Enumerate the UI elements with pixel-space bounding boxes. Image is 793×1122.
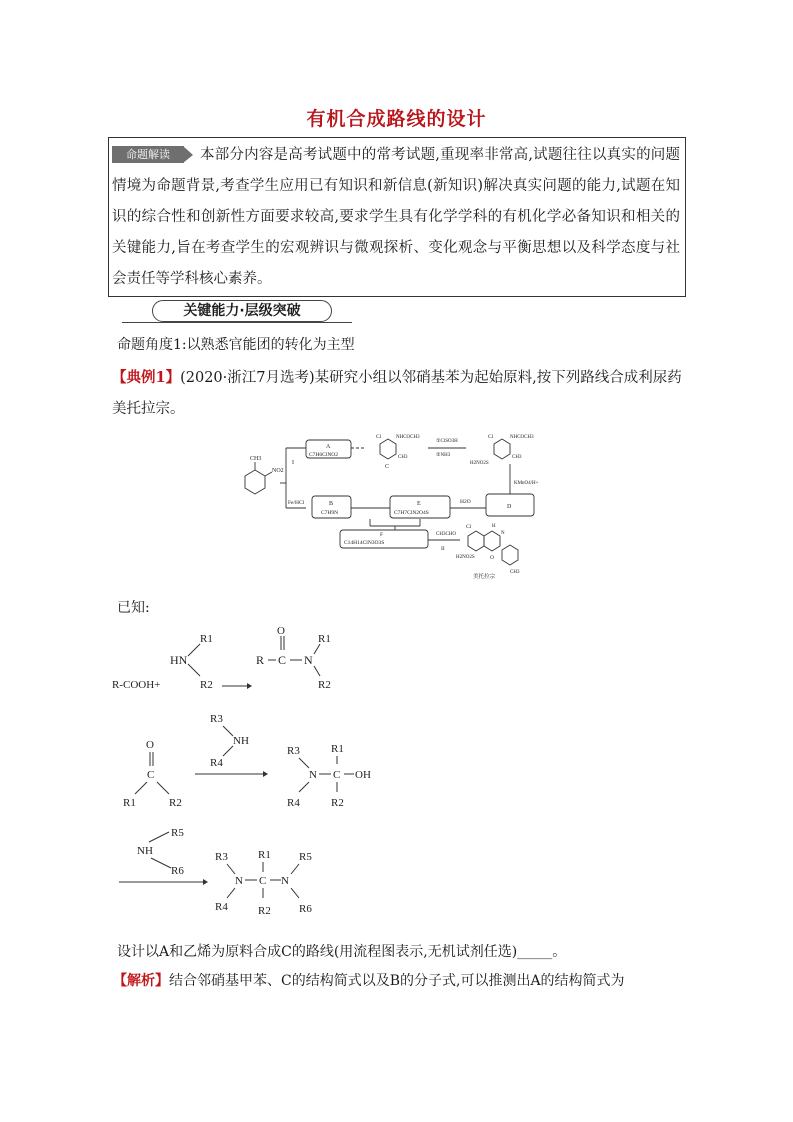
- r1-prod-r1: R1: [318, 633, 331, 645]
- molecule-2: [494, 439, 510, 459]
- arrow-fe-label: Fe/HCl: [288, 500, 305, 506]
- prod-n: N: [501, 531, 505, 536]
- mol-c-cl: Cl: [376, 434, 382, 440]
- intro-tag: 命题解读: [112, 146, 184, 163]
- r1-prod-o: O: [277, 625, 285, 637]
- r2-prod-r2: R2: [331, 797, 344, 809]
- analysis-text: 结合邻硝基甲苯、C的结构简式以及B的分子式,可以推测出A的结构简式为: [169, 973, 625, 989]
- r1-prod-n: N: [304, 653, 313, 667]
- r2-amine-r3: R3: [210, 713, 223, 725]
- reagent-ch3cho: CH3CHO: [436, 532, 457, 537]
- intro-text: 本部分内容是高考试题中的常考试题,重现率非常高,试题往往以真实的问题情境为命题背景,考查学生应用已有知识和新信息(新知识)解决真实问题的能力,试题在知识的综合性和创新性方面要求较高,要求学生具有化学学科的有机化学必备知识和相关的关键能力,旨在考查学生的宏观辨识与微观探析、变化观念与平衡思想以及科学态度与社会责任等学科核心素养。: [112, 147, 680, 287]
- r1-hn: HN: [170, 653, 188, 667]
- r2-prod-c: C: [333, 769, 341, 781]
- reagent-h2o: H2O: [460, 499, 471, 505]
- reaction-3: [115, 818, 355, 922]
- box-e-formula: C7H7ClN2O4S: [394, 510, 429, 516]
- example-tag: 【典例1】: [112, 369, 181, 386]
- prod-h: H: [492, 524, 496, 529]
- product-label: 美托拉宗: [473, 574, 496, 580]
- page-title: 有机合成路线的设计: [306, 108, 487, 130]
- box-f-name: F: [380, 532, 384, 538]
- r2-ketone-o: O: [146, 739, 154, 751]
- r2-prod-r3: R3: [287, 745, 300, 757]
- r3-prod-r2: R2: [258, 905, 271, 917]
- start-sub1: CH3: [250, 456, 262, 462]
- r1-prod-r: R: [256, 653, 265, 667]
- synthesis-scheme: [230, 428, 570, 584]
- box-a-name: A: [326, 444, 331, 450]
- r2-amine-r4: R4: [210, 757, 223, 769]
- prod-h2no2s: H2NO2S: [456, 555, 475, 560]
- reagent-1: ①ClSO3H: [436, 439, 458, 444]
- box-f-formula: C14H14ClN3O3S: [344, 540, 385, 546]
- r3-prod-r4: R4: [215, 901, 228, 913]
- mol-2-ch3: CH3: [512, 455, 522, 460]
- example-paragraph: [112, 362, 682, 425]
- r2-ketone-c: C: [147, 769, 155, 781]
- r3-prod-r3: R3: [215, 851, 228, 863]
- r3-prod-r1: R1: [258, 849, 271, 861]
- r3-prod-n1: N: [235, 875, 243, 887]
- r1-r2: R2: [200, 679, 213, 691]
- r2-ketone-r2: R2: [169, 797, 182, 809]
- prod-ch3: CH3: [510, 570, 520, 575]
- prod-cl: Cl: [466, 524, 472, 530]
- r3-amine-r5: R5: [171, 827, 184, 839]
- r3-prod-c: C: [259, 875, 267, 887]
- angle-line: 命题角度1:以熟悉官能团的转化为主型: [117, 337, 355, 353]
- start-sub2: NO2: [272, 468, 284, 474]
- mol-c-nhcoch3: NHCOCH3: [396, 435, 420, 440]
- r1-prod-r2: R2: [318, 679, 331, 691]
- section-underline: [122, 322, 352, 323]
- prod-o: O: [490, 555, 494, 561]
- analysis-line: [113, 970, 683, 990]
- mol-2-nhcoch3: NHCOCH3: [510, 435, 534, 440]
- box-b-formula: C7H9N: [321, 510, 339, 516]
- r2-prod-oh: OH: [355, 769, 371, 781]
- known-label: 已知:: [117, 600, 150, 616]
- mol-2-h2no2s: H2NO2S: [470, 461, 489, 466]
- box-d-name: D: [507, 504, 512, 510]
- r2-ketone-r1: R1: [123, 797, 136, 809]
- r3-prod-n2: N: [281, 875, 289, 887]
- r2-amine-nh: NH: [233, 735, 249, 747]
- mol-2-cl: Cl: [488, 434, 494, 440]
- reagent-kmno4: KMnO4/H+: [514, 481, 539, 486]
- r3-amine-r6: R6: [171, 865, 184, 877]
- analysis-tag: 【解析】: [113, 973, 169, 989]
- reaction-1: [110, 624, 370, 700]
- box-a-formula: C7H6ClNO2: [309, 452, 339, 458]
- reaction-2: [115, 708, 385, 818]
- section-heading: 关键能力·层级突破: [152, 300, 332, 322]
- molecule-c: [380, 439, 396, 459]
- arrow-i-label: I: [292, 460, 294, 466]
- intro-paragraph: [112, 140, 680, 295]
- mol-c-label: C: [385, 464, 390, 470]
- box-b-name: B: [329, 501, 334, 507]
- r1-reactant: R-COOH+: [112, 679, 161, 691]
- r2-prod-n: N: [309, 769, 317, 781]
- r1-r1: R1: [200, 633, 213, 645]
- question-line: 设计以A和乙烯为原料合成C的路线(用流程图表示,无机试剂任选)_____。: [117, 944, 567, 960]
- arrow-ii-label: II: [441, 546, 445, 552]
- box-e-name: E: [417, 501, 421, 507]
- r3-prod-r5: R5: [299, 851, 312, 863]
- reagent-2: ②NH3: [436, 453, 451, 458]
- r1-prod-c: C: [278, 653, 287, 667]
- mol-c-ch3: CH3: [398, 455, 408, 460]
- r2-prod-r4: R4: [287, 797, 300, 809]
- r3-prod-r6: R6: [299, 903, 312, 915]
- r3-amine-nh: NH: [137, 845, 153, 857]
- start-molecule: [245, 462, 272, 494]
- r2-prod-r1: R1: [331, 743, 344, 755]
- example-text: (2020·浙江7月选考)某研究小组以邻硝基苯为起始原料,按下列路线合成利尿药美托拉宗。: [112, 370, 682, 417]
